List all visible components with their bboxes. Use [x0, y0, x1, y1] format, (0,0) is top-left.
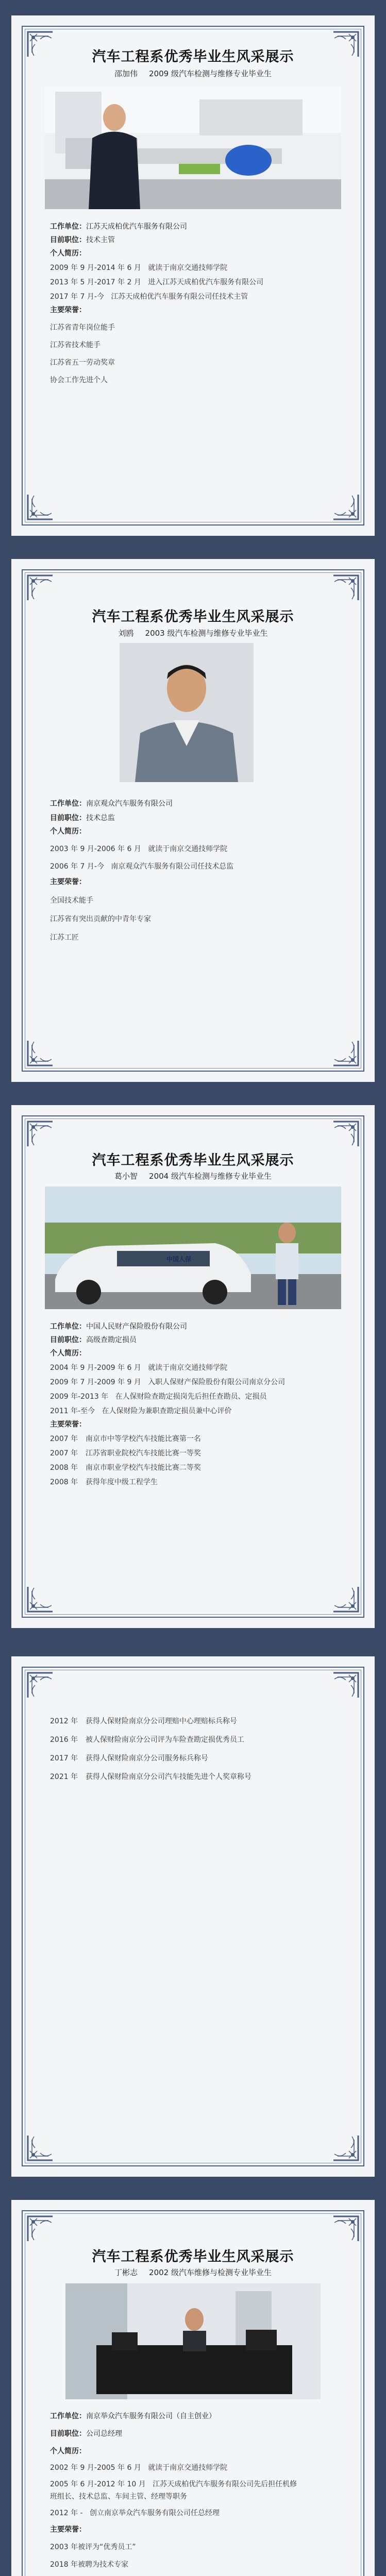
graduate-name: 丁彬志: [114, 2268, 138, 2277]
work-unit: 工作单位：南京观众汽车服务有限公司: [50, 800, 173, 808]
work-unit: 工作单位：南京举众汽车服务有限公司（自主创业）: [50, 2412, 216, 2420]
resume-entry: 2003 年 9 月-2006 年 6 月 就读于南京交通技师学院: [50, 845, 228, 853]
honor-entry: 2016 年 被人保财险南京分公司评为车险查勘定损优秀员工: [50, 1736, 244, 1744]
graduate-subtitle: [45, 2267, 341, 2278]
resume-entry: 2013 年 5 月-2017 年 2 月 进入江苏天成柏优汽车服务有限公司: [50, 278, 264, 286]
honor-entry: 2007 年 江苏省职业院校汽车技能比赛一等奖: [50, 1449, 201, 1458]
profile-card-4: [11, 2200, 375, 2576]
profile-card-1: [11, 15, 375, 536]
graduate-subtitle: [45, 628, 341, 638]
resume-entry: 2009 年-2013 年 在人保财险查勘定损岗先后担任查勘员、定损员: [50, 1393, 267, 1401]
card-title: 汽车工程系优秀毕业生风采展示: [92, 1153, 294, 1168]
graduate-class: 2002 级汽车维修与检测专业毕业生: [149, 2268, 272, 2277]
resume-entry: 2002 年 9 月-2005 年 6 月 就读于南京交通技师学院: [50, 2464, 228, 2472]
graduate-class: 2003 级汽车检测与维修专业毕业生: [145, 629, 268, 638]
graduate-subtitle: [45, 1171, 341, 1181]
resume-entry: 2009 年 7 月-2009 年 9 月 入职人保财产保险股份有限公司南京分公司: [50, 1378, 286, 1386]
graduate-photo: [65, 2283, 321, 2399]
work-unit: 工作单位：中国人民财产保险股份有限公司: [50, 1323, 187, 1331]
honor-entry: 江苏省五一劳动奖章: [50, 359, 115, 367]
resume-entry: 2012 年 - 创立南京举众汽车服务有限公司任总经理: [50, 2509, 220, 2517]
honor-entry: 江苏省青年岗位能手: [50, 324, 115, 332]
resume-entry: 2017 年 7 月-今 江苏天成柏优汽车服务有限公司任技术主管: [50, 293, 248, 301]
honor-entry: 2021 年 获得人保财险南京分公司汽车技能先进个人奖章称号: [50, 1773, 251, 1781]
honor-entry: 2012 年 获得人保财险南京分公司理赔中心理赔标兵称号: [50, 1717, 237, 1725]
honor-entry: 全国技术能手: [50, 896, 93, 905]
resume-heading: 个人简历：: [50, 249, 86, 258]
honors-heading: 主要荣誉：: [50, 2526, 86, 2534]
graduate-photo: [120, 643, 254, 782]
graduate-class: 2009 级汽车检测与维修专业毕业生: [149, 69, 272, 78]
honor-entry: 协会工作先进个人: [50, 376, 108, 384]
resume-entry: 2006 年 7 月-今 南京观众汽车服务有限公司任技术总监: [50, 862, 234, 871]
resume-heading: 个人简历：: [50, 1349, 86, 1358]
resume-heading: 个人简历：: [50, 2447, 86, 2455]
graduate-photo: [45, 87, 341, 209]
profile-card-3: [11, 1105, 375, 1628]
honor-entry: 江苏工匠: [50, 934, 79, 942]
resume-entry: 2005 年 6 月-2012 年 10 月 江苏天成柏优汽车服务有限公司先后担任机修: [50, 2480, 297, 2488]
honors-heading: 主要荣誉：: [50, 306, 86, 314]
work-unit: 工作单位：江苏天成柏优汽车服务有限公司: [50, 223, 187, 231]
current-position: 目前职位：公司总经理: [50, 2430, 122, 2438]
resume-entry: 2004 年 9 月-2009 年 6 月 就读于南京交通技师学院: [50, 1364, 228, 1372]
current-position: 目前职位：高级查勘定损员: [50, 1336, 137, 1344]
card-title: 汽车工程系优秀毕业生风采展示: [92, 49, 294, 65]
current-position: 目前职位：技术主管: [50, 236, 115, 244]
honor-entry: 2018 年被聘为技术专家: [50, 2561, 129, 2569]
honor-entry: 2008 年 南京市职业学校汽车技能比赛二等奖: [50, 1464, 201, 1472]
honor-entry: 江苏省技术能手: [50, 341, 100, 349]
honor-entry: 2003 年被评为“优秀员工”: [50, 2543, 136, 2551]
resume-entry: 班组长、技术总监、车间主管、经理等职务: [50, 2493, 187, 2501]
honors-heading: 主要荣誉：: [50, 878, 86, 886]
profile-card-3-continued: [11, 1656, 375, 2177]
graduate-name: 刘鸥: [118, 629, 134, 638]
card-title: 汽车工程系优秀毕业生风采展示: [92, 609, 294, 625]
graduate-class: 2004 级汽车检测与维修专业毕业生: [149, 1172, 272, 1181]
profile-card-2: [11, 559, 375, 1082]
current-position: 目前职位：技术总监: [50, 814, 115, 822]
honor-entry: 江苏省有突出贡献的中青年专家: [50, 915, 151, 923]
resume-entry: 2011 年-至今 在人保财险为兼职查勘定损员兼中心评价: [50, 1407, 232, 1415]
honor-entry: 2008 年 获得年度中级工程学生: [50, 1478, 158, 1486]
graduate-photo: [45, 1187, 341, 1309]
honor-entry: 2007 年 南京市中等学校汽车技能比赛第一名: [50, 1435, 201, 1443]
card-title: 汽车工程系优秀毕业生风采展示: [92, 2249, 294, 2265]
honor-entry: 2017 年 获得人保财险南京分公司服务标兵称号: [50, 1754, 208, 1762]
graduate-name: 邵加伟: [114, 69, 138, 78]
graduate-subtitle: [45, 68, 341, 79]
resume-heading: 个人简历：: [50, 827, 86, 836]
honors-heading: 主要荣誉：: [50, 1420, 86, 1429]
graduate-name: 葛小智: [114, 1172, 138, 1181]
photo-car-logo-text: 中国人保: [166, 1256, 192, 1263]
resume-entry: 2009 年 9 月-2014 年 6 月 就读于南京交通技师学院: [50, 264, 228, 272]
